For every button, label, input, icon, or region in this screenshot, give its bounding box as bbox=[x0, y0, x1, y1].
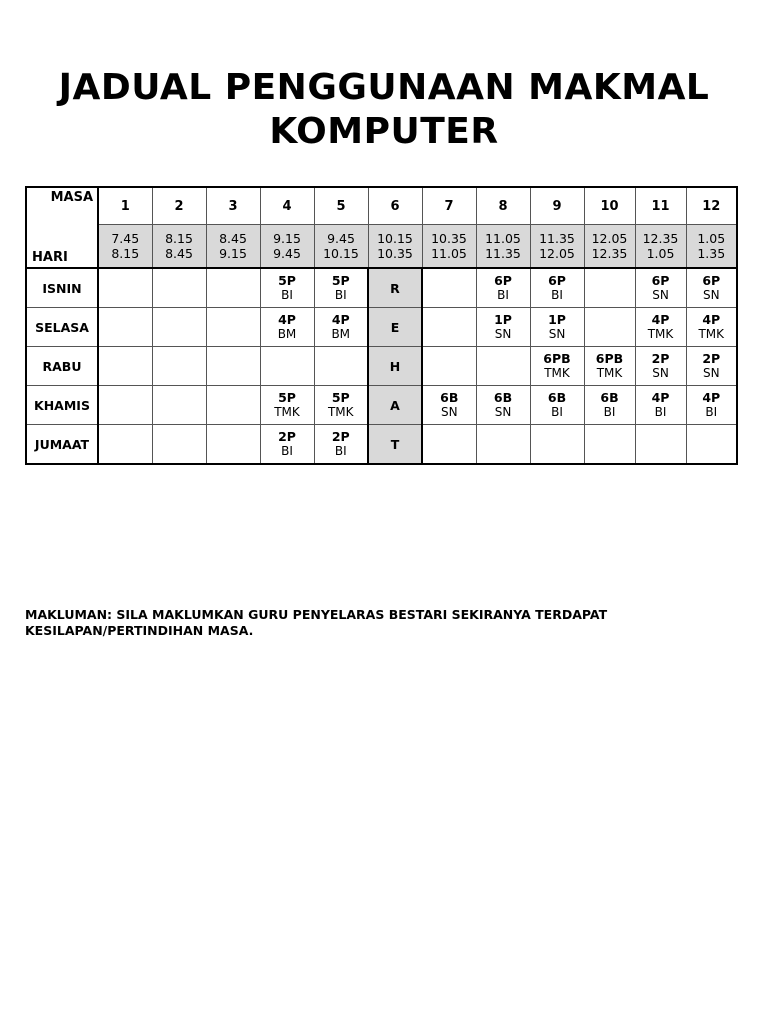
period-start-time: 11.35 bbox=[539, 231, 575, 246]
slot-subject: SN bbox=[494, 327, 512, 341]
period-end-time: 10.15 bbox=[323, 246, 359, 261]
rehat-cell: R bbox=[368, 268, 422, 308]
period-start-time: 12.35 bbox=[642, 231, 679, 246]
period-start-time: 12.05 bbox=[591, 231, 628, 246]
period-end-time: 1.05 bbox=[646, 246, 675, 261]
notice-text bbox=[25, 607, 725, 639]
page-title-line-1: JADUAL PENGGUNAAN MAKMAL bbox=[58, 67, 710, 108]
timetable-slot bbox=[476, 268, 530, 308]
slot-subject: BI bbox=[551, 288, 563, 302]
period-number-12: 12 bbox=[686, 187, 737, 225]
timetable-slot bbox=[422, 386, 476, 425]
hari-label: HARI bbox=[32, 250, 68, 265]
slot-subject: BI bbox=[551, 405, 563, 419]
day-label: JUMAAT bbox=[26, 425, 98, 465]
period-start-time: 1.05 bbox=[697, 231, 726, 246]
timetable-slot bbox=[686, 386, 737, 425]
day-row-rabu bbox=[26, 347, 737, 386]
period-number-10: 10 bbox=[584, 187, 635, 225]
slot-subject: TMK bbox=[647, 327, 674, 341]
period-start-time: 11.05 bbox=[485, 231, 521, 246]
timetable-slot bbox=[314, 347, 368, 386]
timetable-slot bbox=[476, 308, 530, 347]
timetable-slot bbox=[584, 308, 635, 347]
slot-subject: BI bbox=[654, 405, 667, 419]
timetable-slot bbox=[314, 386, 368, 425]
timetable-slot bbox=[584, 425, 635, 465]
period-time-row bbox=[26, 225, 737, 269]
timetable-slot bbox=[686, 268, 737, 308]
period-number-1: 1 bbox=[98, 187, 152, 225]
slot-subject: TMK bbox=[327, 405, 354, 419]
timetable-slot bbox=[635, 308, 686, 347]
masa-label: MASA bbox=[50, 190, 93, 205]
slot-subject: SN bbox=[548, 327, 566, 341]
period-number-11: 11 bbox=[635, 187, 686, 225]
day-label: ISNIN bbox=[26, 268, 98, 308]
period-end-time: 11.05 bbox=[431, 246, 467, 261]
period-start-time: 9.45 bbox=[327, 231, 355, 246]
page-title-line-2: KOMPUTER bbox=[269, 111, 499, 152]
timetable-slot bbox=[152, 268, 206, 308]
slot-class: 6P bbox=[702, 273, 721, 288]
timetable-slot bbox=[635, 347, 686, 386]
timetable-slot bbox=[530, 425, 584, 465]
slot-class: 6B bbox=[440, 390, 459, 405]
period-end-time: 12.05 bbox=[539, 246, 575, 261]
timetable-slot bbox=[314, 308, 368, 347]
timetable-slot bbox=[98, 347, 152, 386]
period-start-time: 7.45 bbox=[111, 231, 140, 246]
slot-class: 1P bbox=[548, 312, 566, 327]
slot-subject: TMK bbox=[544, 366, 570, 380]
timetable-slot bbox=[260, 268, 314, 308]
notice-line-2: KESILAPAN/PERTINDIHAN MASA. bbox=[25, 623, 254, 638]
period-time-5 bbox=[314, 225, 368, 269]
day-row-isnin bbox=[26, 268, 737, 308]
corner-header-cell bbox=[26, 187, 98, 268]
timetable-slot bbox=[260, 347, 314, 386]
timetable-slot bbox=[422, 347, 476, 386]
period-number-7: 7 bbox=[422, 187, 476, 225]
slot-subject: BI bbox=[334, 444, 347, 458]
period-number-9: 9 bbox=[530, 187, 584, 225]
slot-class: 6B bbox=[547, 390, 567, 405]
slot-class: 6B bbox=[600, 390, 619, 405]
timetable-slot bbox=[206, 425, 260, 465]
timetable-slot bbox=[584, 347, 635, 386]
timetable-slot bbox=[260, 425, 314, 465]
slot-subject: SN bbox=[652, 366, 669, 380]
period-time-4 bbox=[260, 225, 314, 269]
slot-class: 2P bbox=[331, 429, 350, 444]
period-time-2 bbox=[152, 225, 206, 269]
rehat-cell: A bbox=[368, 386, 422, 425]
timetable-slot bbox=[260, 308, 314, 347]
slot-class: 1P bbox=[494, 312, 512, 327]
slot-class: 4P bbox=[651, 312, 670, 327]
period-time-6 bbox=[368, 225, 422, 269]
timetable-slot bbox=[152, 347, 206, 386]
period-end-time: 9.15 bbox=[219, 246, 247, 261]
day-row-khamis bbox=[26, 386, 737, 425]
rehat-cell: H bbox=[368, 347, 422, 386]
timetable-slot bbox=[530, 268, 584, 308]
timetable-slot bbox=[635, 386, 686, 425]
slot-subject: SN bbox=[440, 405, 458, 419]
slot-subject: BI bbox=[497, 288, 509, 302]
slot-class: 4P bbox=[331, 312, 350, 327]
slot-subject: BI bbox=[281, 288, 293, 302]
slot-class: 4P bbox=[702, 312, 721, 327]
period-end-time: 1.35 bbox=[697, 246, 726, 261]
slot-class: 4P bbox=[651, 390, 670, 405]
period-end-time: 8.45 bbox=[165, 246, 193, 261]
timetable-slot bbox=[98, 386, 152, 425]
period-time-9 bbox=[530, 225, 584, 269]
period-number-2: 2 bbox=[152, 187, 206, 225]
slot-class: 2P bbox=[651, 351, 670, 366]
timetable-slot bbox=[422, 425, 476, 465]
timetable-slot bbox=[530, 386, 584, 425]
slot-subject: TMK bbox=[596, 366, 623, 380]
period-number-row bbox=[26, 187, 737, 225]
timetable-slot bbox=[584, 268, 635, 308]
timetable-slot bbox=[98, 268, 152, 308]
timetable-slot bbox=[635, 268, 686, 308]
period-time-7 bbox=[422, 225, 476, 269]
slot-class: 6B bbox=[493, 390, 513, 405]
slot-subject: BI bbox=[281, 444, 293, 458]
day-row-selasa bbox=[26, 308, 737, 347]
slot-subject: TMK bbox=[698, 327, 725, 341]
timetable-slot bbox=[314, 425, 368, 465]
timetable-slot bbox=[530, 308, 584, 347]
slot-class: 2P bbox=[278, 429, 296, 444]
notice-line-1: MAKLUMAN: SILA MAKLUMKAN GURU PENYELARAS BESTARI SEKIRANYA TERDAPAT bbox=[25, 607, 608, 622]
slot-subject: BM bbox=[277, 327, 297, 341]
timetable-slot bbox=[635, 425, 686, 465]
slot-subject: BM bbox=[331, 327, 351, 341]
period-start-time: 10.35 bbox=[431, 231, 467, 246]
timetable-slot bbox=[422, 308, 476, 347]
period-time-11 bbox=[635, 225, 686, 269]
timetable-slot bbox=[530, 347, 584, 386]
slot-subject: BI bbox=[705, 405, 718, 419]
rehat-cell: T bbox=[368, 425, 422, 465]
day-label: KHAMIS bbox=[26, 386, 98, 425]
timetable-slot bbox=[314, 268, 368, 308]
day-label: RABU bbox=[26, 347, 98, 386]
period-number-8: 8 bbox=[476, 187, 530, 225]
slot-subject: SN bbox=[494, 405, 512, 419]
slot-subject: BI bbox=[334, 288, 347, 302]
day-label: SELASA bbox=[26, 308, 98, 347]
slot-subject: TMK bbox=[274, 405, 300, 419]
period-time-3 bbox=[206, 225, 260, 269]
period-start-time: 8.45 bbox=[219, 231, 247, 246]
timetable-slot bbox=[152, 425, 206, 465]
timetable-slot bbox=[686, 308, 737, 347]
slot-class: 2P bbox=[702, 351, 721, 366]
timetable-slot bbox=[686, 425, 737, 465]
period-time-1 bbox=[98, 225, 152, 269]
slot-class: 6PB bbox=[595, 351, 624, 366]
timetable-slot bbox=[206, 386, 260, 425]
timetable-slot bbox=[476, 425, 530, 465]
period-number-6: 6 bbox=[368, 187, 422, 225]
rehat-cell: E bbox=[368, 308, 422, 347]
period-time-10 bbox=[584, 225, 635, 269]
slot-class: 6PB bbox=[543, 351, 571, 366]
slot-subject: BI bbox=[603, 405, 616, 419]
period-end-time: 11.35 bbox=[485, 246, 521, 261]
day-row-jumaat bbox=[26, 425, 737, 465]
timetable-slot bbox=[152, 386, 206, 425]
period-time-12 bbox=[686, 225, 737, 269]
slot-class: 4P bbox=[702, 390, 721, 405]
timetable-slot bbox=[98, 425, 152, 465]
timetable-slot bbox=[686, 347, 737, 386]
slot-class: 5P bbox=[331, 273, 350, 288]
slot-subject: SN bbox=[652, 288, 669, 302]
timetable-slot bbox=[98, 308, 152, 347]
slot-class: 6P bbox=[548, 273, 566, 288]
period-number-4: 4 bbox=[260, 187, 314, 225]
slot-subject: SN bbox=[702, 288, 720, 302]
period-start-time: 9.15 bbox=[273, 231, 301, 246]
slot-subject: SN bbox=[702, 366, 720, 380]
timetable-slot bbox=[206, 308, 260, 347]
slot-class: 6P bbox=[494, 273, 512, 288]
slot-class: 6P bbox=[651, 273, 670, 288]
period-end-time: 10.35 bbox=[377, 246, 413, 261]
timetable bbox=[25, 186, 738, 465]
period-end-time: 9.45 bbox=[273, 246, 301, 261]
slot-class: 5P bbox=[278, 390, 296, 405]
period-number-5: 5 bbox=[314, 187, 368, 225]
timetable-slot bbox=[206, 347, 260, 386]
timetable-slot bbox=[422, 268, 476, 308]
period-start-time: 8.15 bbox=[165, 231, 193, 246]
slot-class: 5P bbox=[331, 390, 350, 405]
period-start-time: 10.15 bbox=[377, 231, 413, 246]
timetable-slot bbox=[152, 308, 206, 347]
slot-class: 4P bbox=[278, 312, 296, 327]
slot-class: 5P bbox=[278, 273, 296, 288]
timetable-slot bbox=[476, 347, 530, 386]
period-end-time: 12.35 bbox=[591, 246, 628, 261]
timetable-slot bbox=[476, 386, 530, 425]
timetable-slot bbox=[260, 386, 314, 425]
period-number-3: 3 bbox=[206, 187, 260, 225]
period-time-8 bbox=[476, 225, 530, 269]
period-end-time: 8.15 bbox=[111, 246, 140, 261]
page-title bbox=[0, 66, 768, 154]
timetable-slot bbox=[584, 386, 635, 425]
timetable-slot bbox=[206, 268, 260, 308]
